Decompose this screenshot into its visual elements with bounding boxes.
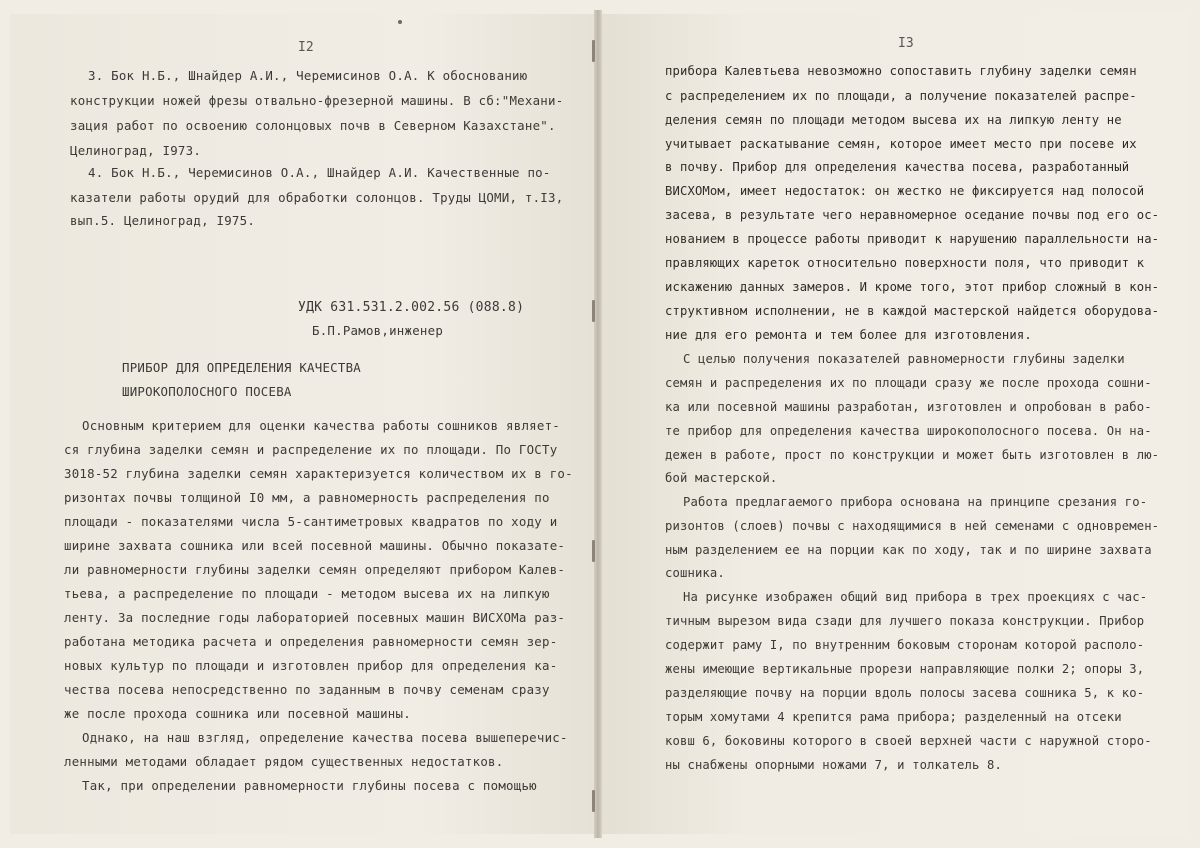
article-author: Б.П.Рамов,инженер <box>312 323 444 338</box>
body-line: ризонтах почвы толщиной I0 мм, а равномерность распределения по <box>64 490 550 505</box>
reference-line: зация работ по освоению солонцовых почв в Северном Казахстане". <box>70 118 556 133</box>
body-line: Основным критерием для оценки качества работы сошников являет- <box>82 418 561 433</box>
reference-line: 4. Бок Н.Б., Черемисинов О.А., Шнайдер А.И. Качественные по- <box>88 165 551 180</box>
body-line: чества посева непосредственно по заданным в почву семенам сразу <box>64 682 550 697</box>
paper-speck-icon <box>398 20 402 24</box>
body-line: ны снабжены опорными ножами 7, и толкатель 8. <box>665 758 1002 772</box>
body-line: Так, при определении равномерности глубины посева с помощью <box>82 778 537 793</box>
body-line: ным разделением ее на порции как по ходу, так и по ширине захвата <box>665 543 1152 557</box>
body-line: засева, в результате чего неравномерное оседание почвы под его ос- <box>665 208 1160 222</box>
reference-line: вып.5. Целиноград, I975. <box>70 213 256 228</box>
body-line: площади - показателями числа 5-сантиметровых квадратов по ходу и <box>64 514 558 529</box>
body-line: С целью получения показателей равномерности глубины заделки <box>683 352 1125 366</box>
binding-hole-icon <box>592 300 595 322</box>
body-line: новых культур по площади и изготовлен прибор для определения ка- <box>64 658 558 673</box>
body-line: ризонтов (слоев) почвы с находящимися в ней семенами с одновремен- <box>665 519 1160 533</box>
body-line: сошника. <box>665 566 725 580</box>
body-line: ние для его ремонта и тем более для изготовления. <box>665 328 1032 342</box>
body-line: искажению данных замеров. И кроме того, этот прибор сложный в кон- <box>665 280 1160 294</box>
body-line: ширине захвата сошника или всей посевной машины. Обычно показате- <box>64 538 566 553</box>
body-line: ВИСХОМом, имеет недостаток: он жестко не фиксируется над полосой <box>665 184 1145 198</box>
body-line: те прибор для определения качества широкополосного посева. Он на- <box>665 424 1152 438</box>
article-title-line-2: ШИРОКОПОЛОСНОГО ПОСЕВА <box>122 384 292 399</box>
body-line: тичным вырезом вида сзади для лучшего показа конструкции. Прибор <box>665 614 1145 628</box>
body-line: учитывает раскатывание семян, которое имеет место при посеве их <box>665 137 1137 151</box>
body-line: нованием в процессе работы приводит к нарушению параллельности на- <box>665 232 1160 246</box>
body-line: ленными методами обладает рядом существенных недостатков. <box>64 754 504 769</box>
body-line: правляющих кареток относительно поверхности поля, что приводит к <box>665 256 1145 270</box>
body-line: структивном исполнении, не в каждой мастерской найдется оборудова- <box>665 304 1160 318</box>
body-line: дежен в работе, прост по конструкции и может быть изготовлен в лю- <box>665 448 1160 462</box>
body-line: Работа предлагаемого прибора основана на принципе срезания го- <box>683 495 1148 509</box>
body-line: ленту. За последние годы лабораторией посевных машин ВИСХОМа раз- <box>64 610 566 625</box>
body-line: с распределением их по площади, а получение показателей распре- <box>665 89 1137 103</box>
body-line: же после прохода сошника или посевной машины. <box>64 706 411 721</box>
udk-code: УДК 631.531.2.002.56 (088.8) <box>298 300 525 315</box>
binding-hole-icon <box>592 790 595 812</box>
reference-line: конструкции ножей фрезы отвально-фрезерной машины. В сб:"Механи- <box>70 93 564 108</box>
body-line: в почву. Прибор для определения качества посева, разработанный <box>665 160 1130 174</box>
body-line: ковш 6, боковины которого в своей верхней части с наружной сторо- <box>665 734 1152 748</box>
body-line: торым хомутами 4 крепится рама прибора; разделенный на отсеки <box>665 710 1122 724</box>
binding-hole-icon <box>592 540 595 562</box>
reference-line: казатели работы орудий для обработки солонцов. Труды ЦОМИ, т.I3, <box>70 190 564 205</box>
page-number-left: I2 <box>298 40 314 55</box>
body-line: содержит раму I, по внутренним боковым сторонам которой располо- <box>665 638 1145 652</box>
reference-line: 3. Бок Н.Б., Шнайдер А.И., Черемисинов О.А. К обоснованию <box>88 68 528 83</box>
body-line: тьева, а распределение по площади - методом высева их на липкую <box>64 586 550 601</box>
body-line: ся глубина заделки семян и распределение их по площади. По ГОСТу <box>64 442 558 457</box>
body-line: Однако, на наш взгляд, определение качества посева вышеперечис- <box>82 730 568 745</box>
body-line: работана методика расчета и определения равномерности семян зер- <box>64 634 558 649</box>
body-line: ли равномерности глубины заделки семян определяют прибором Калев- <box>64 562 566 577</box>
body-line: ка или посевной машины разработан, изготовлен и опробован в рабо- <box>665 400 1152 414</box>
body-line: семян и распределения их по площади сразу же после прохода сошни- <box>665 376 1152 390</box>
body-line: деления семян по площади методом высева их на липкую ленту не <box>665 113 1122 127</box>
body-line: прибора Калевтьева невозможно сопоставить глубину заделки семян <box>665 64 1137 78</box>
binding-hole-icon <box>592 40 595 62</box>
book-gutter <box>594 10 602 838</box>
body-line: бой мастерской. <box>665 471 778 485</box>
body-line: жены имеющие вертикальные прорези направляющие полки 2; опоры 3, <box>665 662 1145 676</box>
body-line: На рисунке изображен общий вид прибора в трех проекциях с час- <box>683 590 1148 604</box>
reference-line: Целиноград, I973. <box>70 143 202 158</box>
body-line: разделяющие почву на порции вдоль полосы засева сошника 5, к ко- <box>665 686 1145 700</box>
page-number-right: I3 <box>898 36 914 51</box>
article-title-line-1: ПРИБОР ДЛЯ ОПРЕДЕЛЕНИЯ КАЧЕСТВА <box>122 360 362 375</box>
body-line: 3018-52 глубина заделки семян характеризуется количеством их в го- <box>64 466 573 481</box>
